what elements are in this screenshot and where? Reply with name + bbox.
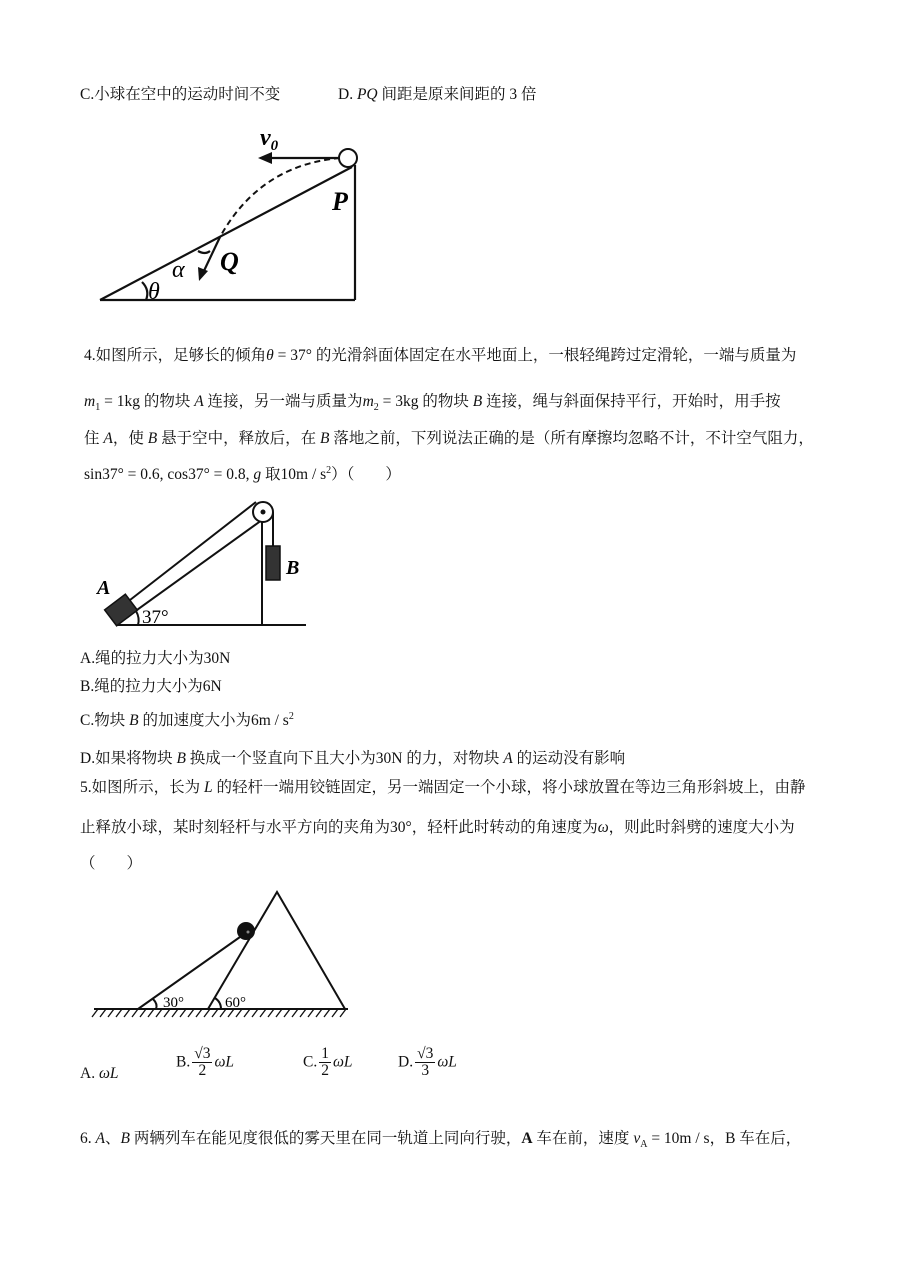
theta-arc (142, 282, 147, 300)
label-v0: $v_0$ (260, 125, 279, 154)
q5-expr: ωL (437, 1053, 457, 1071)
q4-var-a: A (503, 750, 513, 767)
q4-var-b: B (176, 750, 186, 767)
incline-line (100, 167, 352, 300)
q5-omega: ω (597, 819, 609, 836)
q5-text: ，则此时斜劈的速度大小为 (608, 819, 795, 836)
figure-rod-wedge (80, 882, 360, 1027)
q5-expr: ωL (98, 1065, 119, 1082)
q5-fraction (415, 1046, 435, 1080)
q4-line-2 (84, 389, 781, 413)
label-angle-60: 60° (225, 995, 246, 1011)
q3-option-d (338, 82, 537, 104)
q5-option-b (176, 1046, 234, 1080)
q6-v: v (633, 1130, 641, 1147)
q5-option-c (303, 1046, 353, 1080)
q4-trig-values: sin37° = 0.6, cos37° = 0.8, (84, 466, 254, 483)
q5-answer-blank: （ ） (80, 855, 143, 872)
block-b (266, 546, 280, 580)
figure-pulley-incline (80, 490, 340, 640)
q4-line-3 (84, 426, 814, 448)
q6-text: 、 (104, 1130, 121, 1147)
q5-fraction (319, 1046, 331, 1080)
q4-var-b: B (472, 393, 483, 410)
q6-bold-a: A (521, 1130, 533, 1147)
ball-circle (339, 149, 357, 167)
fraction-denominator: 2 (321, 1062, 329, 1080)
q6-var-a: A (95, 1130, 105, 1147)
q6-text: 车在前，速度 (532, 1130, 634, 1147)
label-p: P (332, 187, 348, 216)
fraction-denominator: 2 (198, 1062, 207, 1080)
label-q: Q (220, 247, 239, 276)
angle-arc (136, 611, 139, 625)
q5-fraction (192, 1046, 212, 1080)
q4-m2: m (362, 393, 374, 410)
fraction-numerator: √3 (194, 1045, 211, 1062)
q4-var-b: B (319, 430, 330, 447)
q5-text: 的轻杆一端用铰链固定，另一端固定一个小球，将小球放置在等边三角形斜坡上，由静 (212, 779, 806, 796)
label-theta: θ (148, 279, 160, 305)
q5-option-label: B. (176, 1053, 191, 1071)
q4-text: 的加速度大小为6m / s (138, 712, 289, 729)
label-angle-30: 30° (163, 995, 184, 1011)
q4-var-a: A (194, 393, 204, 410)
angle-arc-30 (153, 999, 157, 1009)
equilateral-wedge (208, 892, 345, 1009)
ground-hatching (92, 1009, 346, 1017)
q4-text: ，使 (112, 430, 148, 447)
fraction-numerator: √3 (417, 1045, 434, 1062)
q3-option-d-prefix: D. (338, 86, 357, 103)
q6-v-sub: A (640, 1139, 648, 1151)
label-a: A (97, 577, 111, 599)
q4-m1-sub: 1 (95, 402, 101, 414)
label-alpha: α (172, 257, 185, 283)
q5-text: 5.如图所示，长为 (80, 779, 205, 796)
q4-var-a: A (103, 430, 113, 447)
q4-text: 取10m / s (261, 466, 327, 483)
q4-m1: m (84, 393, 96, 410)
fraction-denominator: 3 (421, 1062, 430, 1080)
q4-text: C.物块 (80, 712, 130, 729)
arrowhead-landing (198, 267, 208, 281)
angle-arc-60 (215, 998, 221, 1009)
q4-text: 连接，另一端与质量为 (203, 393, 363, 410)
incline-line (116, 520, 262, 625)
alpha-arc (198, 251, 210, 253)
q5-option-label: D. (398, 1053, 414, 1071)
label-b: B (286, 557, 300, 579)
q3-option-d-suffix: 间距是原来间距的 3 倍 (377, 86, 537, 103)
q6-text: 两辆列车在能见度很低的雾天里在同一轨道上同向行驶， (129, 1130, 522, 1147)
figure-incline-projectile (80, 115, 380, 315)
q4-line-1 (84, 343, 796, 365)
q5-option-label: A. (80, 1065, 99, 1082)
q4-text: 落地之前，下列说法正确的是（所有摩擦均忽略不计，不计空气阻力， (329, 430, 814, 447)
label-angle-37: 37° (142, 607, 169, 628)
trajectory-dashed (220, 158, 340, 237)
q4-line-4 (84, 462, 401, 484)
q4-g: g (253, 466, 262, 483)
q4-text: 换成一个竖直向下且大小为30N 的力，对物块 (185, 750, 504, 767)
q5-line-2 (80, 815, 795, 837)
q3-option-c: C.小球在空中的运动时间不变 (80, 86, 281, 103)
q6-text: 6. (80, 1130, 96, 1147)
q4-m2-sub: 2 (373, 402, 379, 414)
ball (237, 922, 255, 940)
q4-theta: θ (266, 347, 274, 364)
q4-text: = 1kg 的物块 (100, 393, 195, 410)
q4-text: 悬于空中，释放后，在 (157, 430, 320, 447)
q3-option-d-var: PQ (356, 86, 378, 103)
q4-text: 4.如图所示，足够长的倾角 (84, 347, 267, 364)
q4-text: 住 (84, 430, 104, 447)
q5-option-label: C. (303, 1053, 318, 1071)
pulley-axle (261, 510, 266, 515)
q4-option-c (80, 708, 294, 730)
q6-line-1 (80, 1126, 801, 1150)
q4-text: D.如果将物块 (80, 750, 177, 767)
q5-expr: ωL (332, 1053, 353, 1071)
q4-text: 连接，绳与斜面保持平行，开始时，用手按 (482, 393, 781, 410)
q5-var-l: L (204, 779, 213, 796)
fraction-numerator: 1 (321, 1045, 329, 1062)
q4-text: 的光滑斜面体固定在水平地面上，一根轻绳跨过定滑轮，一端与质量为 (311, 347, 797, 364)
ball-highlight (247, 931, 250, 934)
q4-text: 的运动没有影响 (512, 750, 626, 767)
q6-var-b: B (120, 1130, 130, 1147)
q4-option-d (80, 746, 625, 768)
q4-sup: 2 (326, 464, 332, 476)
q4-option-a: A.绳的拉力大小为30N (80, 650, 231, 667)
q5-expr: ωL (214, 1053, 235, 1071)
q4-theta-value: = 37° (273, 347, 312, 364)
q5-text: 止释放小球，某时刻轻杆与水平方向的夹角为30°，轻杆此时转动的角速度为 (80, 819, 598, 836)
rope-along-incline (130, 502, 256, 600)
q5-option-d (398, 1046, 457, 1080)
q4-option-b: B.绳的拉力大小为6N (80, 678, 222, 695)
q4-text: = 3kg 的物块 (378, 393, 473, 410)
landing-velocity-line (202, 237, 220, 275)
q6-text: = 10m / s，B 车在后， (647, 1130, 802, 1147)
q4-var-b: B (147, 430, 158, 447)
q5-option-a (80, 1065, 119, 1083)
q4-sup: 2 (288, 710, 294, 722)
q5-line-1 (80, 775, 806, 797)
q4-var-b: B (129, 712, 139, 729)
q4-answer-blank: ）（ ） (331, 466, 401, 483)
